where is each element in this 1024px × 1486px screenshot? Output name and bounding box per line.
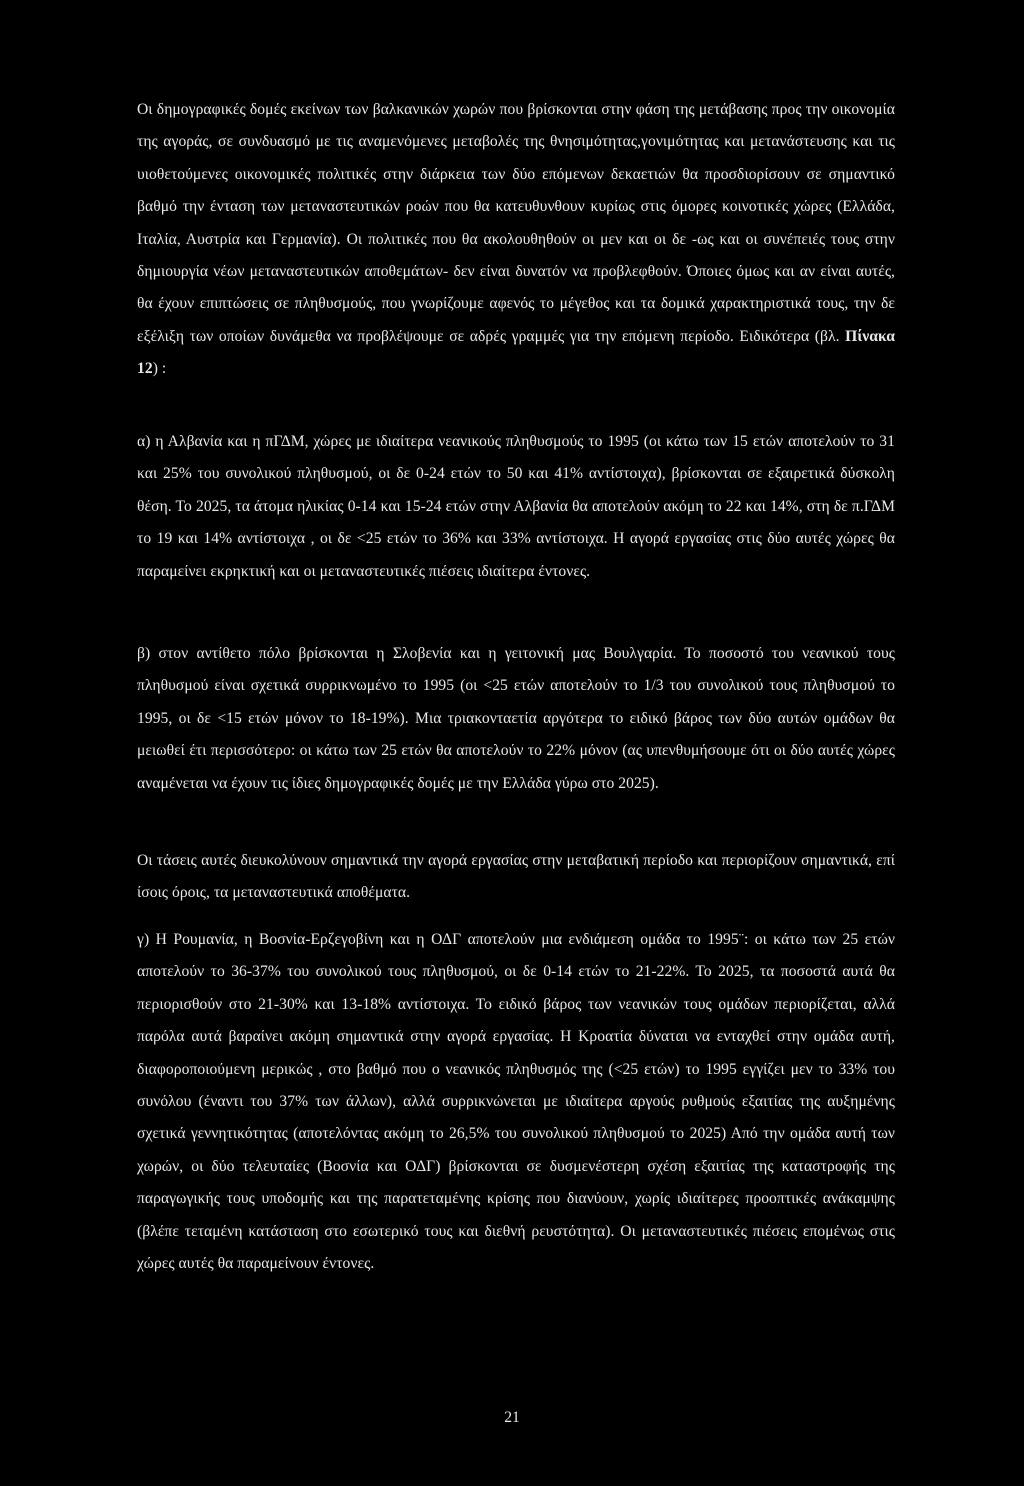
page-number: 21 — [504, 1409, 520, 1426]
paragraph-intro-tail: ) : — [152, 360, 167, 378]
paragraph-trends: Οι τάσεις αυτές διευκολύνουν σημαντικά την αγορά εργασίας στην μεταβατική περίοδο και περιορίζουν σημαντικά, επί ίσοις όροις, τα μεταναστευτικά αποθέματα. — [137, 852, 895, 902]
paragraph-romania-bosnia: γ) Η Ρουμανία, η Βοσνία-Ερζεγοβίνη και η ΟΔΓ αποτελούν μια ενδιάμεση ομάδα το 1995¨: οι κάτω των 25 ετών αποτελούν το 36-37% του συνολικού τους πληθυσμού, οι δε 0-14 ετών το 21-22%. Το 2025, τα ποσοστά αυτά θα περιορισθούν στο 21-30% και 13-18% αντίστοιχα. Το ειδικό βάρος των νεανικών τους ομάδων περιορίζεται, αλλά παρόλα αυτά βαραίνει ακόμη σημαντικά στην αγορά εργασίας. Η Κροατία δύναται να ενταχθεί στην ομάδα αυτή, διαφοροποιούμενη μερικώς , στο βαθμό που ο νεανικός πληθυσμός της (<25 ετών) το 1995 εγγίζει μεν το 33% του συνόλου (έναντι του 37% των άλλων), αλλά συρρικνώνεται με ιδιαίτερα αργούς ρυθμούς εξαιτίας της αυξημένης σχετικά γεννητικότητας (αποτελόντας ακόμη το 26,5% του συνολικού πληθυσμού το 2025) Από την ομάδα αυτή των χωρών, οι δύο τελευταίες (Βοσνία και ΟΔΓ) βρίσκονται σε δυσμενέστερη σχέση εξαιτίας της καταστροφής της παραγωγικής τους υποδομής και της παρατεταμένης κρίσης που διανύουν, χωρίς ιδιαίτερες προοπτικές ανάκαμψης (βλέπε τεταμένη κατάσταση στο εσωτερικό τους και διεθνή ρευστότητα). Οι μεταναστευτικές πιέσεις επομένως στις χώρες αυτές θα παραμείνουν έντονες. — [137, 931, 895, 1273]
paragraph-slovenia-bulgaria: β) στον αντίθετο πόλο βρίσκονται η Σλοβενία και η γειτονική μας Βουλγαρία. Το ποσοστό του νεανικού τους πληθυσμού είναι σχετικά συρρικνωμένο το 1995 (οι <25 ετών αποτελούν το 1/3 του συνολικού τους πληθυσμού το 1995, οι δε <15 ετών μόνον το 18-19%). Μια τριακονταετία αργότερα το ειδικό βάρος των δύο αυτών ομάδων θα μειωθεί έτι περισσότερο: οι κάτω των 25 ετών θα αποτελούν το 22% μόνον (ας υπενθυμήσουμε ότι οι δύο αυτές χώρες αναμένεται να έχουν τις ίδιες δημογραφικές δομές με την Ελλάδα γύρω στο 2025). — [137, 645, 895, 792]
table-reference: Πίνακα 12 — [137, 327, 895, 378]
paragraph-intro-text: Οι δημογραφικές δομές εκείνων των βαλκανικών χωρών που βρίσκονται στην φάση της μετάβασης προς την οικονομία της αγοράς, σε συνδυασμό με τις αναμενόμενες μεταβολές της θνησιμότητας,γονιμότητας και μετανάστευσης και τις υιοθετούμενες οικονομικές πολιτικές στην διάρκεια των δύο επόμενων δεκαετιών θα προσδιορίσουν σε σημαντικό βαθμό την ένταση των μεταναστευτικών ροών που θα κατευθυνθουν κυρίως στις όμορες κοινοτικές χώρες (Ελλάδα, Ιταλία, Αυστρία και Γερμανία). Οι πολιτικές που θα ακολουθηθούν οι μεν και οι δε -ως και οι συνέπειές τους στην δημιουργία νέων μεταναστευτικών αποθεμάτων- δεν είναι δυνατόν να προβλεφθούν. Όποιες όμως και αν είναι αυτές, θα έχουν επιπτώσεις σε πληθυσμούς, που γνωρίζουμε αφενός το μέγεθος και τα δομικά χαρακτηριστικά τους, την δε εξέλιξη των οποίων δυνάμεθα να προβλέψουμε σε αδρές γραμμές για την επόμενη περίοδο. Ειδικότερα (βλ. — [137, 101, 895, 345]
paragraph-albania-fyrom: α) η Αλβανία και η πΓΔΜ, χώρες με ιδιαίτερα νεανικούς πληθυσμούς το 1995 (οι κάτω των 15 ετών αποτελούν το 31 και 25% του συνολικού πληθυσμού, οι δε 0-24 ετών το 50 και 41% αντίστοιχα), βρίσκονται σε εξαιρετικά δύσκολη θέση. Το 2025, τα άτομα ηλικίας 0-14 και 15-24 ετών στην Αλβανία θα αποτελούν ακόμη το 22 και 14%, στη δε π.ΓΔΜ το 19 και 14% αντίστοιχα , οι δε <25 ετών το 36% και 33% αντίστοιχα. Η αγορά εργασίας στις δύο αυτές χώρες θα παραμείνει εκρηκτική και οι μεταναστευτικές πιέσεις ιδιαίτερα έντονες. — [137, 433, 895, 580]
paragraph-intro — [137, 94, 895, 386]
